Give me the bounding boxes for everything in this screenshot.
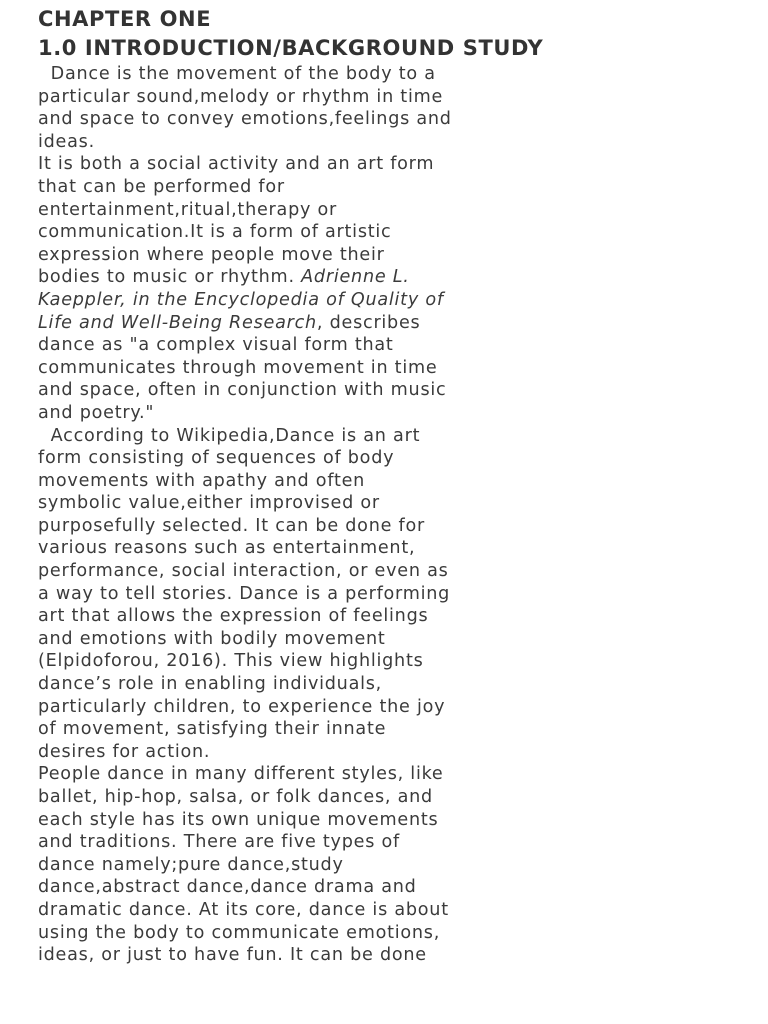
text-line: dance,abstract dance,dance drama and [38, 877, 417, 898]
text-line [38, 312, 736, 335]
chapter-heading: CHAPTER ONE [38, 7, 212, 31]
text-line: and poetry." [38, 402, 155, 423]
text-line: communication.It is a form of artistic [38, 222, 392, 243]
text-line: entertainment,ritual,therapy or [38, 199, 337, 220]
text-line: movements with apathy and often [38, 470, 366, 491]
text-line: art that allows the expression of feelings [38, 606, 429, 627]
text-line: dance’s role in enabling individuals, [38, 674, 382, 695]
text-line: particular sound,melody or rhythm in time [38, 86, 444, 107]
text-line: communicates through movement in time [38, 357, 438, 378]
text-line: various reasons such as entertainment, [38, 538, 416, 559]
text-segment: , describes [316, 312, 421, 333]
citation-italic: Life and Well-Being Research [38, 312, 317, 333]
text-line [38, 289, 736, 312]
body-text [38, 63, 736, 967]
text-line: and traditions. There are five types of [38, 832, 400, 853]
citation-italic: Kaeppler, in the Encyclopedia of Quality of [38, 289, 444, 310]
text-line: performance, social interaction, or even as [38, 561, 449, 582]
text-line: expression where people move their [38, 244, 385, 265]
text-line: ideas, or just to have fun. It can be done [38, 945, 427, 966]
text-line: form consisting of sequences of body [38, 448, 395, 469]
text-line: symbolic value,either improvised or [38, 493, 380, 514]
text-line: According to Wikipedia,Dance is an art [38, 425, 421, 446]
text-line: using the body to communicate emotions, [38, 922, 441, 943]
text-line: a way to tell stories. Dance is a performing [38, 583, 451, 604]
text-line: each style has its own unique movements [38, 809, 439, 830]
text-line: dramatic dance. At its core, dance is about [38, 899, 449, 920]
text-line: It is both a social activity and an art form [38, 154, 435, 175]
text-line: Dance is the movement of the body to a [38, 64, 436, 84]
text-line: particularly children, to experience the joy [38, 696, 446, 717]
section-heading: 1.0 INTRODUCTION/BACKGROUND STUDY [38, 36, 544, 60]
text-line: desires for action. [38, 741, 211, 762]
text-line: People dance in many different styles, like [38, 764, 444, 785]
text-line [38, 266, 736, 289]
text-line: dance namely;pure dance,study [38, 854, 344, 875]
text-line: and emotions with bodily movement [38, 628, 386, 649]
text-segment: bodies to music or rhythm. [38, 267, 302, 288]
text-line: and space to convey emotions,feelings and [38, 109, 452, 130]
text-line: (Elpidoforou, 2016). This view highlights [38, 651, 424, 672]
text-line: purposefully selected. It can be done for [38, 515, 425, 536]
text-line: ideas. [38, 131, 95, 152]
text-line: of movement, satisfying their innate [38, 719, 387, 740]
document-page [38, 6, 738, 967]
text-line: ballet, hip-hop, salsa, or folk dances, and [38, 787, 433, 807]
text-line: dance as "a complex visual form that [38, 335, 394, 356]
citation-italic: Adrienne L. [301, 267, 410, 288]
text-line: and space, often in conjunction with music [38, 380, 447, 401]
text-line: that can be performed for [38, 176, 285, 197]
